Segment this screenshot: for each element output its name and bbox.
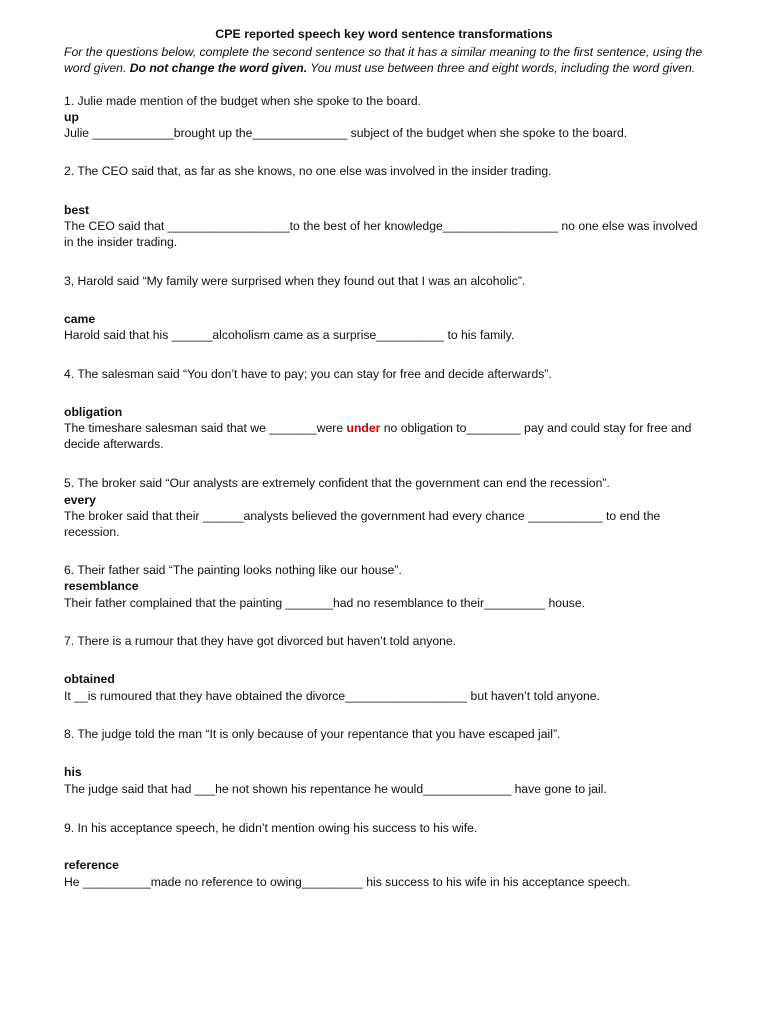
question-4-keyword: obligation (64, 405, 123, 419)
question-5-prompt: 5. The broker said “Our analysts are extremely confident that the government can end the recession”. (64, 476, 610, 490)
instructions (64, 44, 704, 76)
question-3-keyword: came (64, 312, 96, 326)
question-9-prompt: 9. In his acceptance speech, he didn’t mention owing his success to his wife. (64, 821, 478, 835)
worksheet-title: CPE reported speech key word sentence transformations (215, 27, 553, 41)
instructions-text-2: You must use between three and eight words, including the word given. (307, 61, 696, 75)
instructions-emphasis: Do not change the word given. (129, 61, 308, 75)
question-1-keyword: up (64, 110, 79, 124)
question-7-answer: It __is rumoured that they have obtained the divorce__________________ but haven’t told anyone. (64, 689, 600, 703)
question-6-keyword: resemblance (64, 579, 139, 593)
question-4-answer-end: no obligation to________ pay and could stay for free and decide afterwards. (64, 421, 692, 451)
question-5-keyword: every (64, 493, 96, 507)
question-7-keyword: obtained (64, 672, 115, 686)
question-8-keyword: his (64, 765, 82, 779)
question-2-prompt: 2. The CEO said that, as far as she knows, no one else was involved in the insider trading. (64, 164, 552, 178)
instructions-text: For the questions below, complete the second sentence so that it has a similar meaning to the first sentence, using the word given. (64, 45, 703, 75)
question-3-prompt: 3, Harold said “My family were surprised when they found out that I was an alcoholic”. (64, 274, 526, 288)
question-6-answer: Their father complained that the painting _______had no resemblance to their_________ house. (64, 596, 586, 610)
question-2-answer: The CEO said that __________________to the best of her knowledge_________________ no one else was involved in the insider trading. (64, 219, 698, 249)
question-9-answer: He __________made no reference to owing_________ his success to his wife in his acceptance speech. (64, 875, 631, 889)
question-5-answer: The broker said that their ______analysts believed the government had every chance ___________ to end the recession. (64, 509, 661, 539)
question-4-answer-highlight: under (346, 421, 381, 435)
question-4-prompt: 4. The salesman said “You don’t have to pay; you can stay for free and decide afterwards”. (64, 367, 552, 381)
question-6-prompt: 6. Their father said “The painting looks nothing like our house”. (64, 563, 402, 577)
question-4-answer-start: The timeshare salesman said that we _______were (64, 421, 347, 435)
question-2-keyword: best (64, 203, 90, 217)
question-7-prompt: 7. There is a rumour that they have got divorced but haven’t told anyone. (64, 634, 457, 648)
question-8-prompt: 8. The judge told the man “It is only because of your repentance that you have escaped jail”. (64, 727, 561, 741)
question-1-prompt: 1. Julie made mention of the budget when she spoke to the board. (64, 94, 422, 108)
question-4-answer (64, 420, 704, 452)
question-8-answer: The judge said that had ___he not shown his repentance he would_____________ have gone to jail. (64, 782, 607, 796)
question-9-keyword: reference (64, 858, 119, 872)
question-3-answer: Harold said that his ______alcoholism came as a surprise__________ to his family. (64, 328, 515, 342)
question-1-answer: Julie ____________brought up the______________ subject of the budget when she spoke to the board. (64, 126, 628, 140)
